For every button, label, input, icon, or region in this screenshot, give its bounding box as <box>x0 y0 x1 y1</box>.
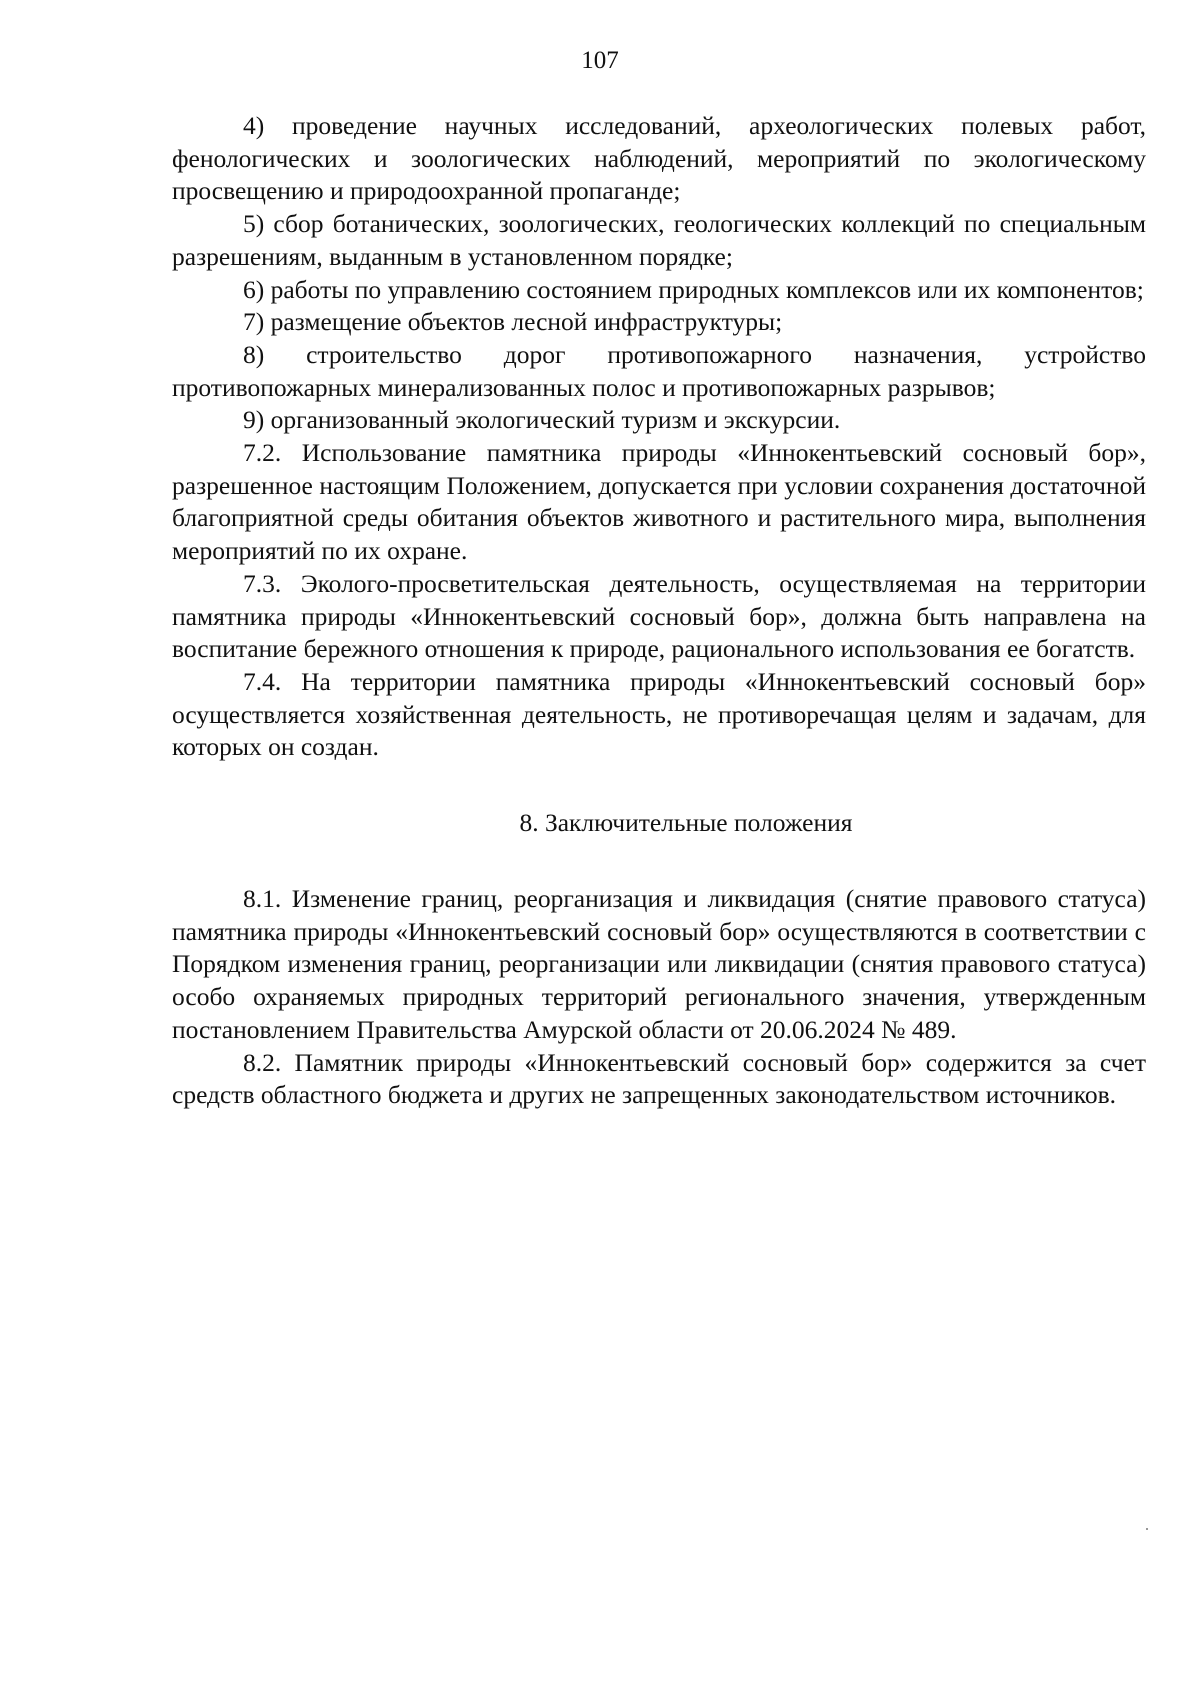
paragraph-item-4: 4) проведение научных исследований, археологических полевых работ, фенологических и зоологических наблюдений, мероприятий по экологическому просвещению и природоохранной пропаганде; <box>172 111 1146 206</box>
paragraph-8-1: 8.1. Изменение границ, реорганизация и ликвидация (снятие правового статуса) памятника природы «Иннокентьевский сосновый бор» осуществляются в соответствии с Порядком изменения границ, реорганизации или ликвидации (снятия правового статуса) особо охраняемых природных территорий регионального значения, утвержденным постановлением Правительства Амурской области от 20.06.2024 № 489. <box>172 884 1146 1044</box>
page-number: 107 <box>581 47 619 74</box>
paragraph-item-7: 7) размещение объектов лесной инфраструктуры; <box>243 307 783 337</box>
document-body <box>172 110 1146 1112</box>
scan-speck <box>1146 1528 1148 1530</box>
paragraph-item-9: 9) организованный экологический туризм и экскурсии. <box>243 405 841 435</box>
paragraph-7-2: 7.2. Использование памятника природы «Иннокентьевский сосновый бор», разрешенное настоящим Положением, допускается при условии сохранения достаточной благоприятной среды обитания объектов животного и растительного мира, выполнения мероприятий по их охране. <box>172 438 1146 566</box>
paragraph-8-2: 8.2. Памятник природы «Иннокентьевский сосновый бор» содержится за счет средств областного бюджета и других не запрещенных законодательством источников. <box>172 1047 1146 1110</box>
paragraph-7-3: 7.3. Эколого-просветительская деятельность, осуществляемая на территории памятника природы «Иннокентьевский сосновый бор», должна быть направлена на воспитание бережного отношения к природе, рационального использования ее богатств. <box>172 568 1146 664</box>
paragraph-7-4: 7.4. На территории памятника природы «Иннокентьевский сосновый бор» осуществляется хозяйственная деятельность, не противоречащая целям и задачам, для которых он создан. <box>172 666 1146 762</box>
section-heading: 8. Заключительные положения <box>519 808 853 838</box>
paragraph-item-8: 8) строительство дорог противопожарного назначения, устройство противопожарных минерализованных полос и противопожарных разрывов; <box>172 339 1146 402</box>
paragraph-item-6: 6) работы по управлению состоянием природных комплексов или их компонентов; <box>243 274 1144 304</box>
paragraph-item-5: 5) сбор ботанических, зоологических, геологических коллекций по специальным разрешениям, выданным в установленном порядке; <box>172 209 1146 271</box>
